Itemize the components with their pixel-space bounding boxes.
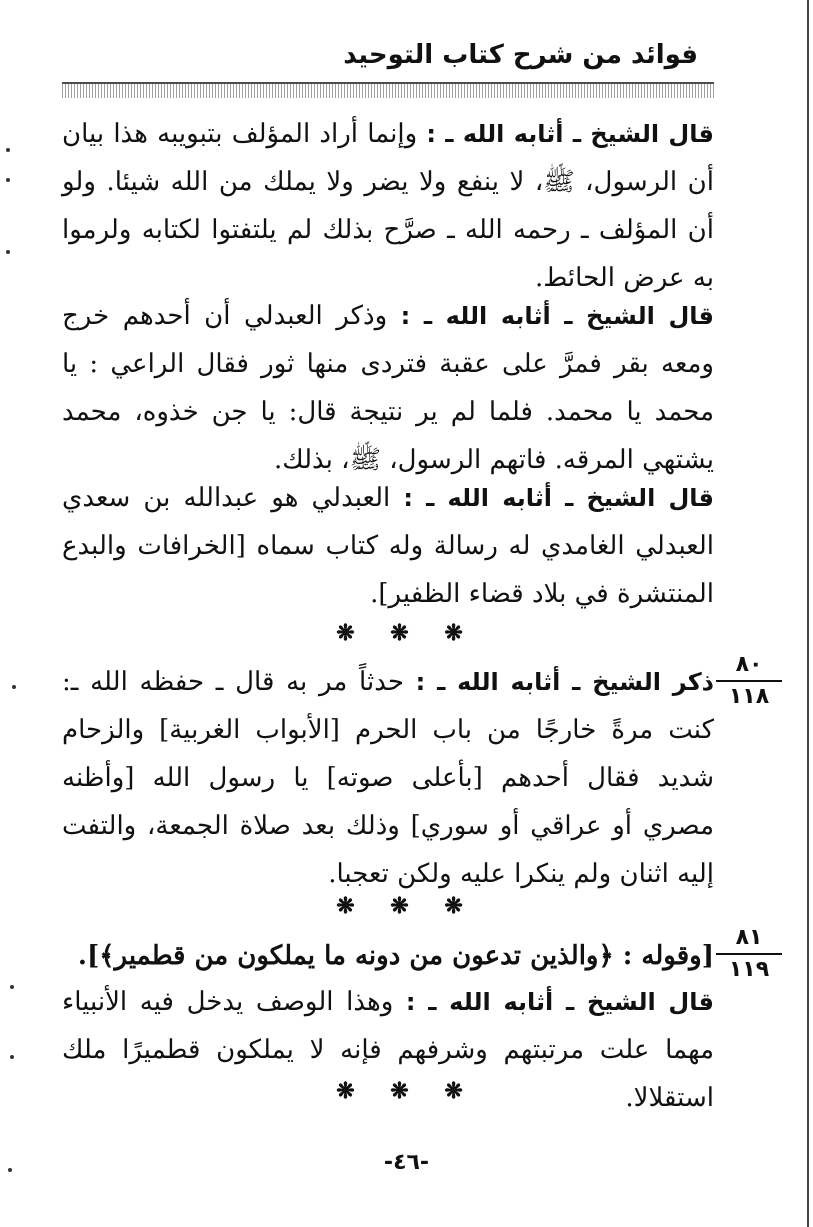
marginal-top-number: ٨٠ <box>735 652 763 677</box>
paragraph-text: وإنما أراد المؤلف بتبويبه هذا بيان أن الرسول، ﷺ، لا ينفع ولا يضر ولا يملك من الله شيئا. ولو أن المؤلف ـ رحمه الله ـ صرَّح بذلك لم يلتفتوا لكتابه ولرموا به عرض الحائط. <box>62 119 714 293</box>
paragraph-4 <box>62 658 714 898</box>
section-separator: ❋ ❋ ❋ <box>336 1078 477 1104</box>
scan-speck <box>6 178 10 182</box>
scan-speck <box>6 148 10 152</box>
speaker-label: قال الشيخ ـ أثابه الله ـ : <box>400 302 714 330</box>
marginal-reference-2 <box>716 925 782 983</box>
quranic-quote-line <box>62 932 714 980</box>
paragraph-2 <box>62 292 714 484</box>
section-separator: ❋ ❋ ❋ <box>336 620 477 646</box>
section-separator: ❋ ❋ ❋ <box>336 893 477 919</box>
running-header-title: فوائد من شرح كتاب التوحيد <box>343 40 698 70</box>
paragraph-1 <box>62 110 714 302</box>
marginal-reference-1 <box>716 652 782 710</box>
marginal-bottom-number: ١١٨ <box>728 684 770 709</box>
paragraph-3 <box>62 474 714 618</box>
scan-speck <box>6 250 10 254</box>
scan-speck <box>8 1168 12 1172</box>
speaker-label: ذكر الشيخ ـ أثابه الله ـ : <box>415 668 714 696</box>
marginal-divider <box>716 680 782 682</box>
scan-speck <box>12 685 16 689</box>
header-rule <box>62 82 714 98</box>
paragraph-text: العبدلي هو عبدالله بن سعدي العبدلي الغامدي له رسالة وله كتاب سماه [الخرافات والبدع المنتشرة في بلاد قضاء الظفير]. <box>62 483 714 609</box>
scan-speck <box>10 985 14 989</box>
marginal-top-number: ٨١ <box>735 925 763 950</box>
marginal-bottom-number: ١١٩ <box>728 957 770 982</box>
speaker-label: قال الشيخ ـ أثابه الله ـ : <box>405 988 714 1016</box>
paragraph-text: وذكر العبدلي أن أحدهم خرج ومعه بقر فمرَّ على عقبة فتردى منها ثور فقال الراعي : يا محمد يا محمد. فلما لم ير نتيجة قال: يا جن خذوه، محمد يشتهي المرقه. فاتهم الرسول، ﷺ، بذلك. <box>62 301 714 475</box>
scan-speck <box>10 1055 14 1059</box>
paragraph-text: حدثاً مر به قال ـ حفظه الله ـ: كنت مرةً خارجًا من باب الحرم [الأبواب الغربية] والزحام شديد فقال أحدهم [بأعلى صوته] يا رسول الله [وأظنه مصري أو عراقي أو سوري] وذلك بعد صلاة الجمعة، والتفت إليه اثنان ولم ينكرا عليه ولكن تعجبا. <box>62 667 714 889</box>
quote-text: [وقوله : ﴿والذين تدعون من دونه ما يملكون من قطمير﴾]. <box>77 941 714 971</box>
marginal-divider <box>716 953 782 955</box>
page-edge-line <box>807 0 809 1227</box>
speaker-label: قال الشيخ ـ أثابه الله ـ : <box>403 484 714 512</box>
page-number: -٤٦- <box>383 1150 430 1175</box>
speaker-label: قال الشيخ ـ أثابه الله ـ : <box>426 120 714 148</box>
paragraph-text: وهذا الوصف يدخل فيه الأنبياء مهما علت مرتبتهم وشرفهم فإنه لا يملكون قطميرًا ملك استقلالا. <box>62 987 714 1113</box>
